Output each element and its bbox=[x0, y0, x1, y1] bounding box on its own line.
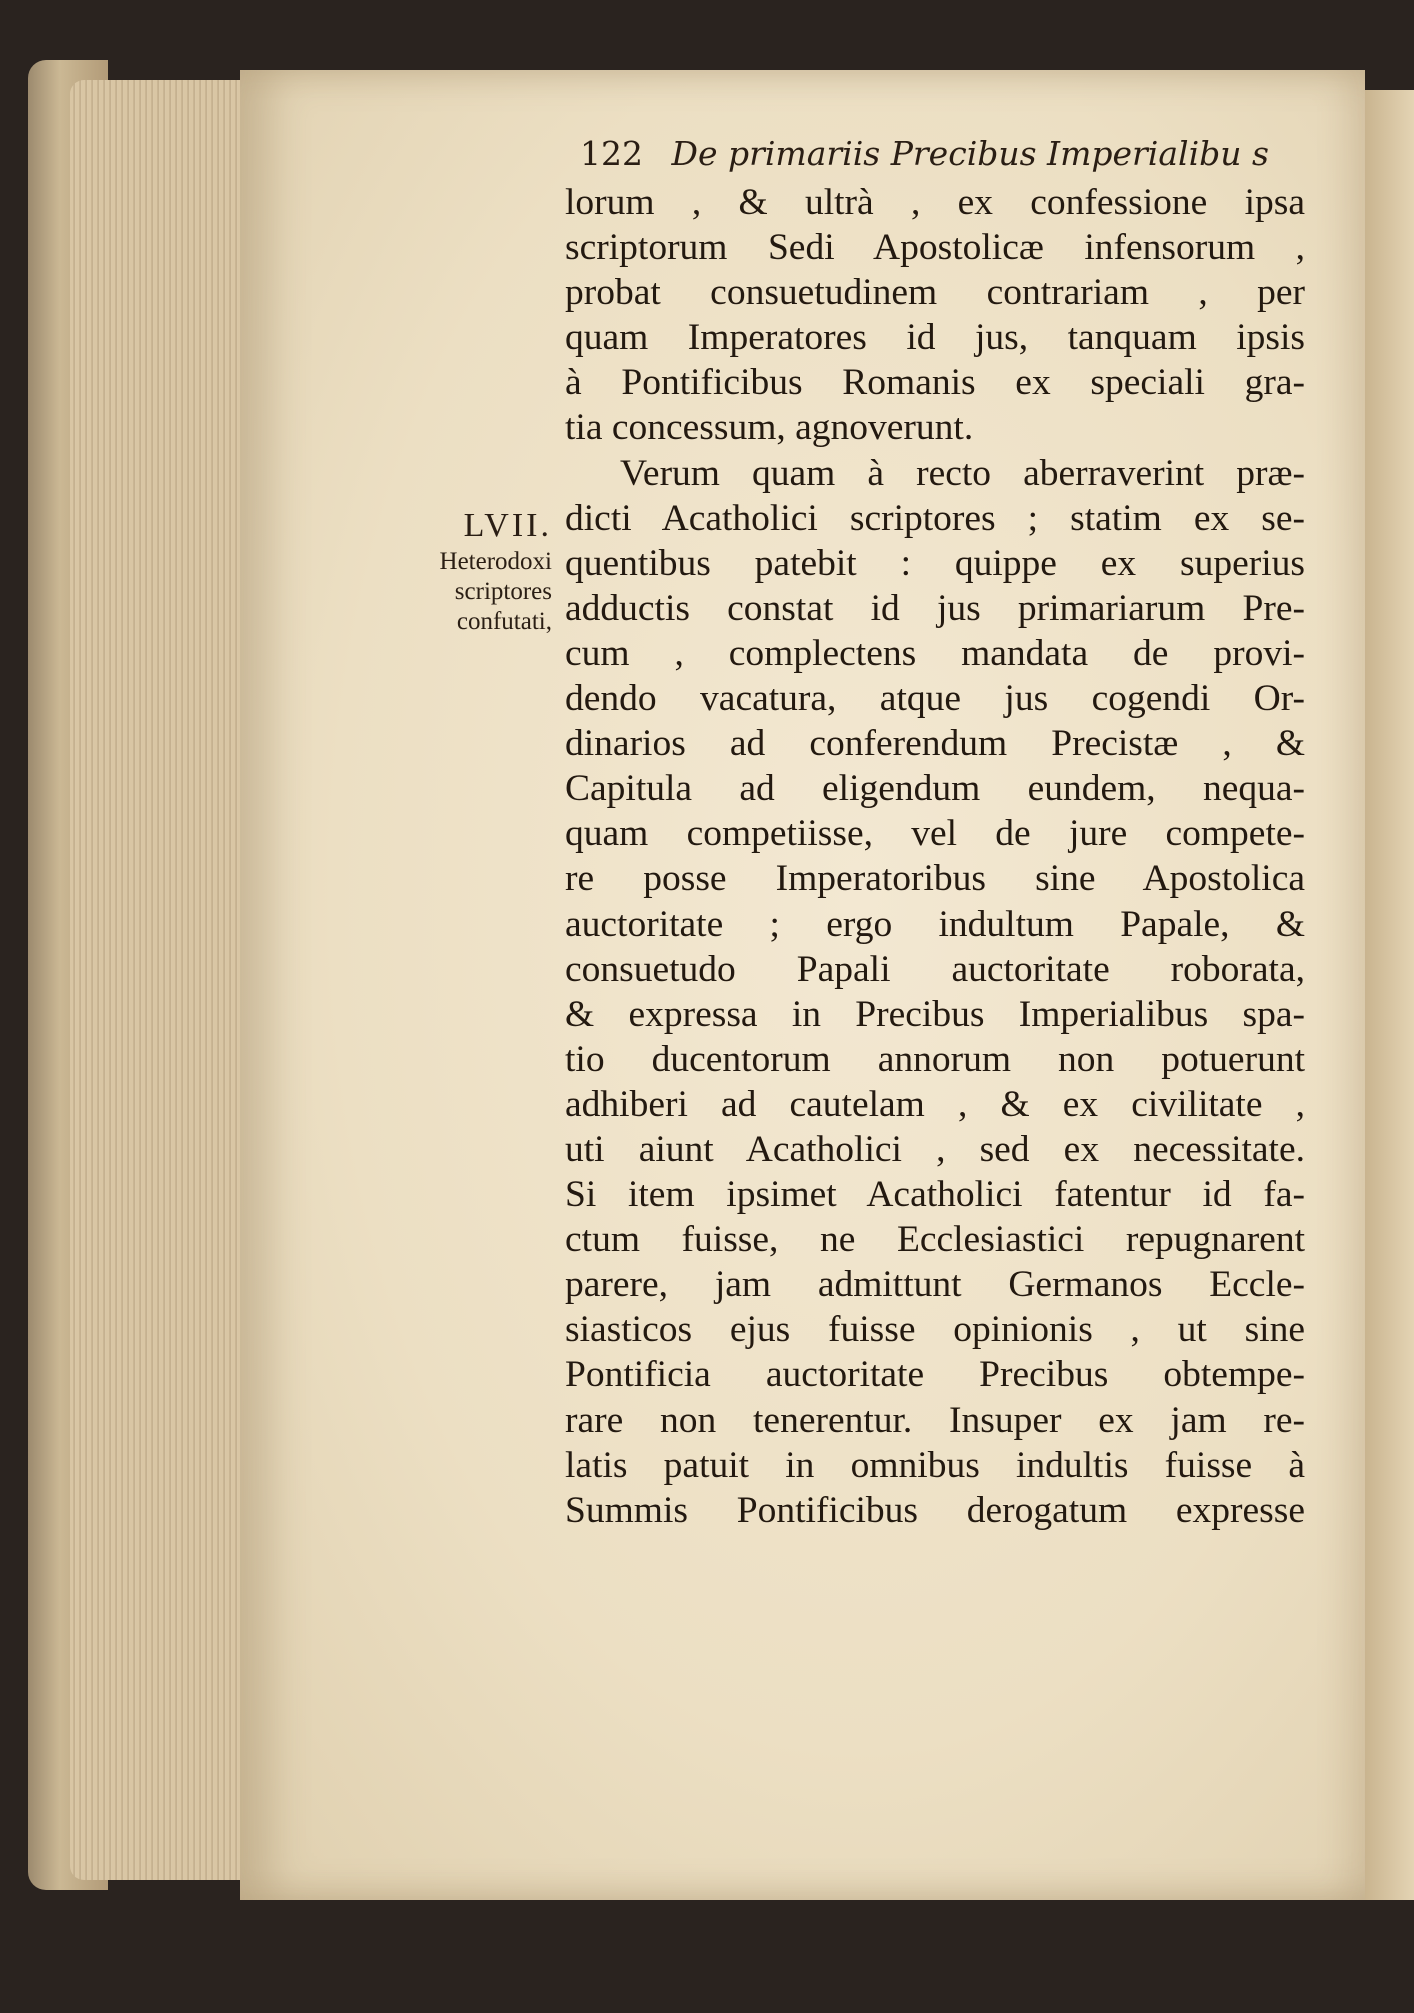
text-line: Capitula ad eligendum eundem, nequa- bbox=[565, 768, 1305, 810]
text-line: quam competiisse, vel de jure compete- bbox=[565, 813, 1305, 855]
text-line: scriptorum Sedi Apostolicæ infensorum , bbox=[565, 227, 1305, 269]
text-line: adductis constat id jus primariarum Pre- bbox=[565, 587, 1305, 629]
section-number: LVII. bbox=[463, 507, 552, 544]
text-line: & expressa in Precibus Imperialibus spa- bbox=[565, 993, 1305, 1035]
text-line: Verum quam à recto aberraverint præ- bbox=[620, 452, 1305, 494]
text-line: quentibus patebit : quippe ex superius bbox=[565, 542, 1305, 584]
margin-gloss-line: Heterodoxi bbox=[439, 548, 552, 575]
margin-gloss-line: confutati, bbox=[456, 608, 552, 635]
facing-page-edge bbox=[1365, 90, 1414, 1900]
text-line: à Pontificibus Romanis ex speciali gra- bbox=[565, 362, 1305, 404]
text-line: dinarios ad conferendum Precistæ , & bbox=[565, 723, 1305, 765]
running-header bbox=[580, 134, 1290, 184]
text-line: uti aiunt Acatholici , sed ex necessitate. bbox=[565, 1128, 1305, 1170]
text-line: ctum fuisse, ne Ecclesiastici repugnarent bbox=[565, 1219, 1305, 1261]
text-line: Pontificia auctoritate Precibus obtempe- bbox=[565, 1354, 1305, 1396]
text-line: parere, jam admittunt Germanos Eccle- bbox=[565, 1264, 1305, 1306]
text-line: lorum , & ultrà , ex confessione ipsa bbox=[565, 182, 1305, 223]
text-line: dendo vacatura, atque jus cogendi Or- bbox=[565, 678, 1305, 720]
body-text bbox=[565, 180, 1305, 1533]
text-line: auctoritate ; ergo indultum Papale, & bbox=[565, 903, 1305, 945]
page-edges bbox=[70, 80, 250, 1880]
text-line: tia concessum, agnoverunt. bbox=[565, 407, 974, 449]
margin-gloss-line: scriptores bbox=[454, 578, 552, 605]
text-line: cum , complectens mandata de provi- bbox=[565, 632, 1305, 674]
text-line: rare non tenerentur. Insuper ex jam re- bbox=[565, 1399, 1305, 1441]
text-line: probat consuetudinem contrariam , per bbox=[565, 272, 1305, 314]
text-line: adhiberi ad cautelam , & ex civilitate , bbox=[565, 1083, 1305, 1125]
text-line: dicti Acatholici scriptores ; statim ex se- bbox=[565, 497, 1305, 539]
text-line: siasticos ejus fuisse opinionis , ut sine bbox=[565, 1309, 1305, 1351]
page-number: 122 bbox=[580, 134, 643, 173]
text-line: tio ducentorum annorum non potuerunt bbox=[565, 1038, 1305, 1080]
text-line: consuetudo Papali auctoritate roborata, bbox=[565, 948, 1305, 990]
text-line: Summis Pontificibus derogatum expresse bbox=[565, 1489, 1305, 1531]
text-line: re posse Imperatoribus sine Apostolica bbox=[565, 858, 1305, 900]
text-line: latis patuit in omnibus indultis fuisse à bbox=[565, 1444, 1305, 1486]
running-head-title: De primariis Precibus Imperialibu s bbox=[671, 134, 1269, 173]
text-line: Si item ipsimet Acatholici fatentur id fa- bbox=[565, 1174, 1305, 1216]
text-line: quam Imperatores id jus, tanquam ipsis bbox=[565, 317, 1305, 359]
margin-note bbox=[352, 505, 552, 637]
